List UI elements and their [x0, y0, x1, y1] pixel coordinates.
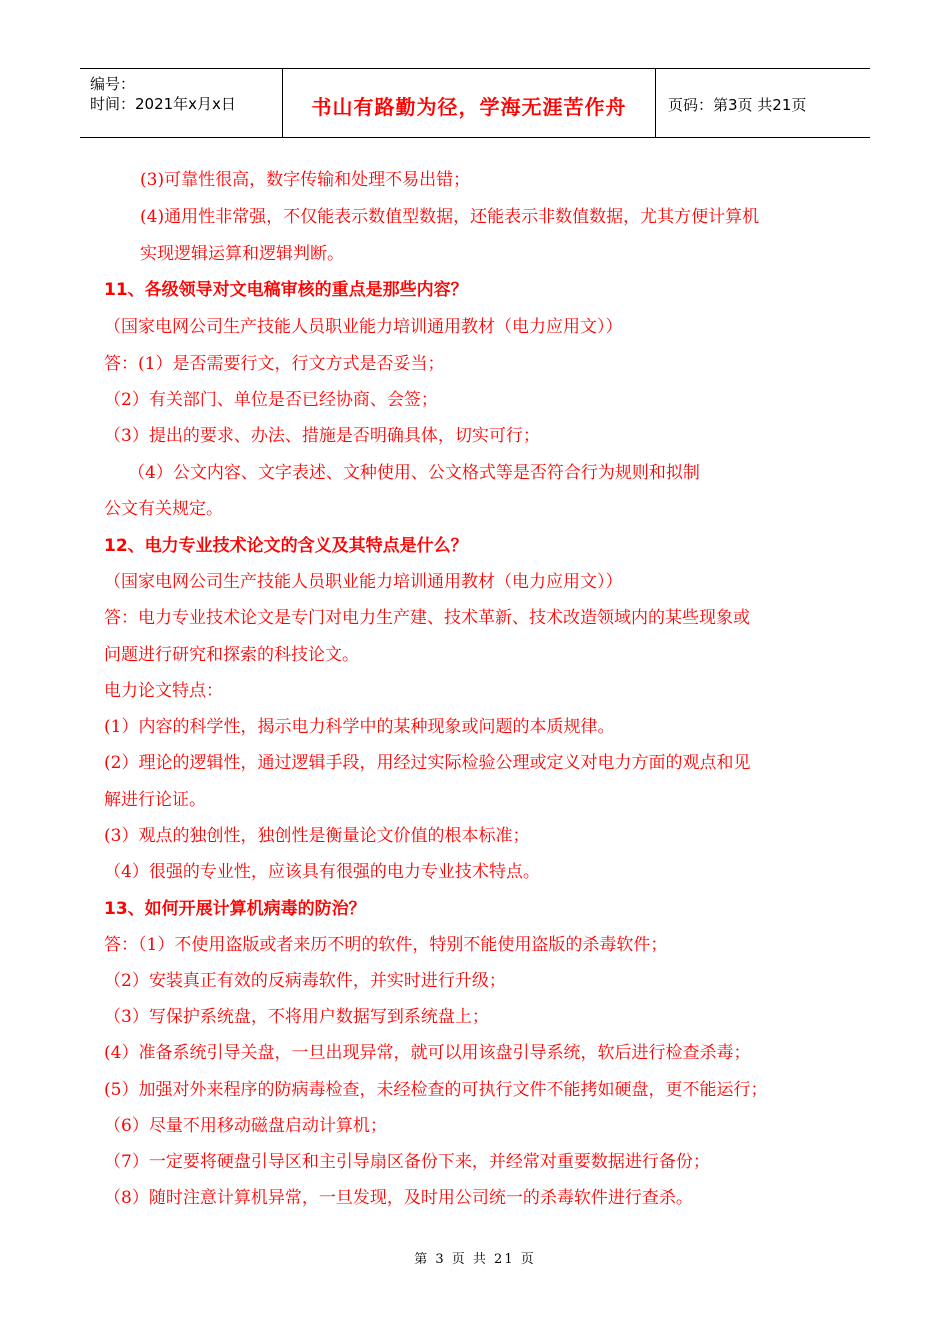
time-label: 时间：2021年x月x日	[90, 95, 236, 113]
body-line: 实现逻辑运算和逻辑判断。	[140, 244, 344, 264]
answer-line: （7）一定要将硬盘引导区和主引导扇区备份下来，并经常对重要数据进行备份；	[104, 1152, 710, 1172]
source-line: （国家电网公司生产技能人员职业能力培训通用教材（电力应用文））	[104, 572, 623, 592]
answer-line: 答：电力专业技术论文是专门对电力生产建、技术革新、技术改造领域内的某些现象或	[104, 608, 750, 628]
answer-line: (1）内容的科学性，揭示电力科学中的某种现象或问题的本质规律。	[104, 717, 615, 737]
answer-line: 答：(1）是否需要行文，行文方式是否妥当；	[104, 354, 445, 374]
answer-line: （6）尽量不用移动磁盘启动计算机；	[104, 1116, 387, 1136]
answer-line: 答：（1）不使用盗版或者来历不明的软件，特别不能使用盗版的杀毒软件；	[104, 935, 668, 955]
page-info: 页码：第3页 共21页	[668, 96, 807, 114]
body-line: (4)通用性非常强，不仅能表示数值型数据，还能表示非数值数据，尤其方便计算机	[140, 207, 760, 227]
answer-line: （8）随时注意计算机异常，一旦发现，及时用公司统一的杀毒软件进行查杀。	[104, 1188, 693, 1208]
question-heading: 11、各级领导对文电稿审核的重点是那些内容？	[104, 280, 468, 300]
answer-line: （3）写保护系统盘，不将用户数据写到系统盘上；	[104, 1007, 489, 1027]
question-heading: 13、如何开展计算机病毒的防治？	[104, 899, 366, 919]
header-page-cell	[656, 69, 870, 137]
header-info-cell	[80, 69, 282, 137]
answer-line: （2）安装真正有效的反病毒软件，并实时进行升级；	[104, 971, 506, 991]
question-heading: 12、电力专业技术论文的含义及其特点是什么？	[104, 536, 468, 556]
answer-line: 电力论文特点：	[104, 681, 223, 701]
source-line: （国家电网公司生产技能人员职业能力培训通用教材（电力应用文））	[104, 317, 623, 337]
answer-line: 问题进行研究和探索的科技论文。	[104, 645, 359, 665]
answer-line: 解进行论证。	[104, 790, 206, 810]
answer-line: (4）准备系统引导关盘，一旦出现异常，就可以用该盘引导系统，软后进行检查杀毒；	[104, 1043, 751, 1063]
body-line: (3)可靠性很高，数字传输和处理不易出错；	[140, 170, 471, 190]
number-label: 编号：	[90, 75, 136, 93]
answer-line: (5）加强对外来程序的防病毒检查，未经检查的可执行文件不能拷如硬盘，更不能运行；	[104, 1080, 768, 1100]
answer-line: （4）公文内容、文字表述、文种使用、公文格式等是否符合行为规则和拟制	[128, 463, 700, 483]
answer-line: (2）理论的逻辑性，通过逻辑手段，用经过实际检验公理或定义对电力方面的观点和见	[104, 753, 751, 773]
page-footer: 第 3 页 共 21 页	[414, 1252, 536, 1267]
answer-line: （3）提出的要求、办法、措施是否明确具体，切实可行；	[104, 426, 540, 446]
header-motto-cell	[282, 69, 656, 137]
header-table	[80, 68, 870, 138]
motto: 书山有路勤为径，学海无涯苦作舟	[311, 95, 627, 119]
answer-line: （2）有关部门、单位是否已经协商、会签；	[104, 390, 438, 410]
answer-line: (3）观点的独创性，独创性是衡量论文价值的根本标准；	[104, 826, 530, 846]
answer-line: 公文有关规定。	[104, 499, 223, 519]
answer-line: （4）很强的专业性，应该具有很强的电力专业技术特点。	[104, 862, 540, 882]
